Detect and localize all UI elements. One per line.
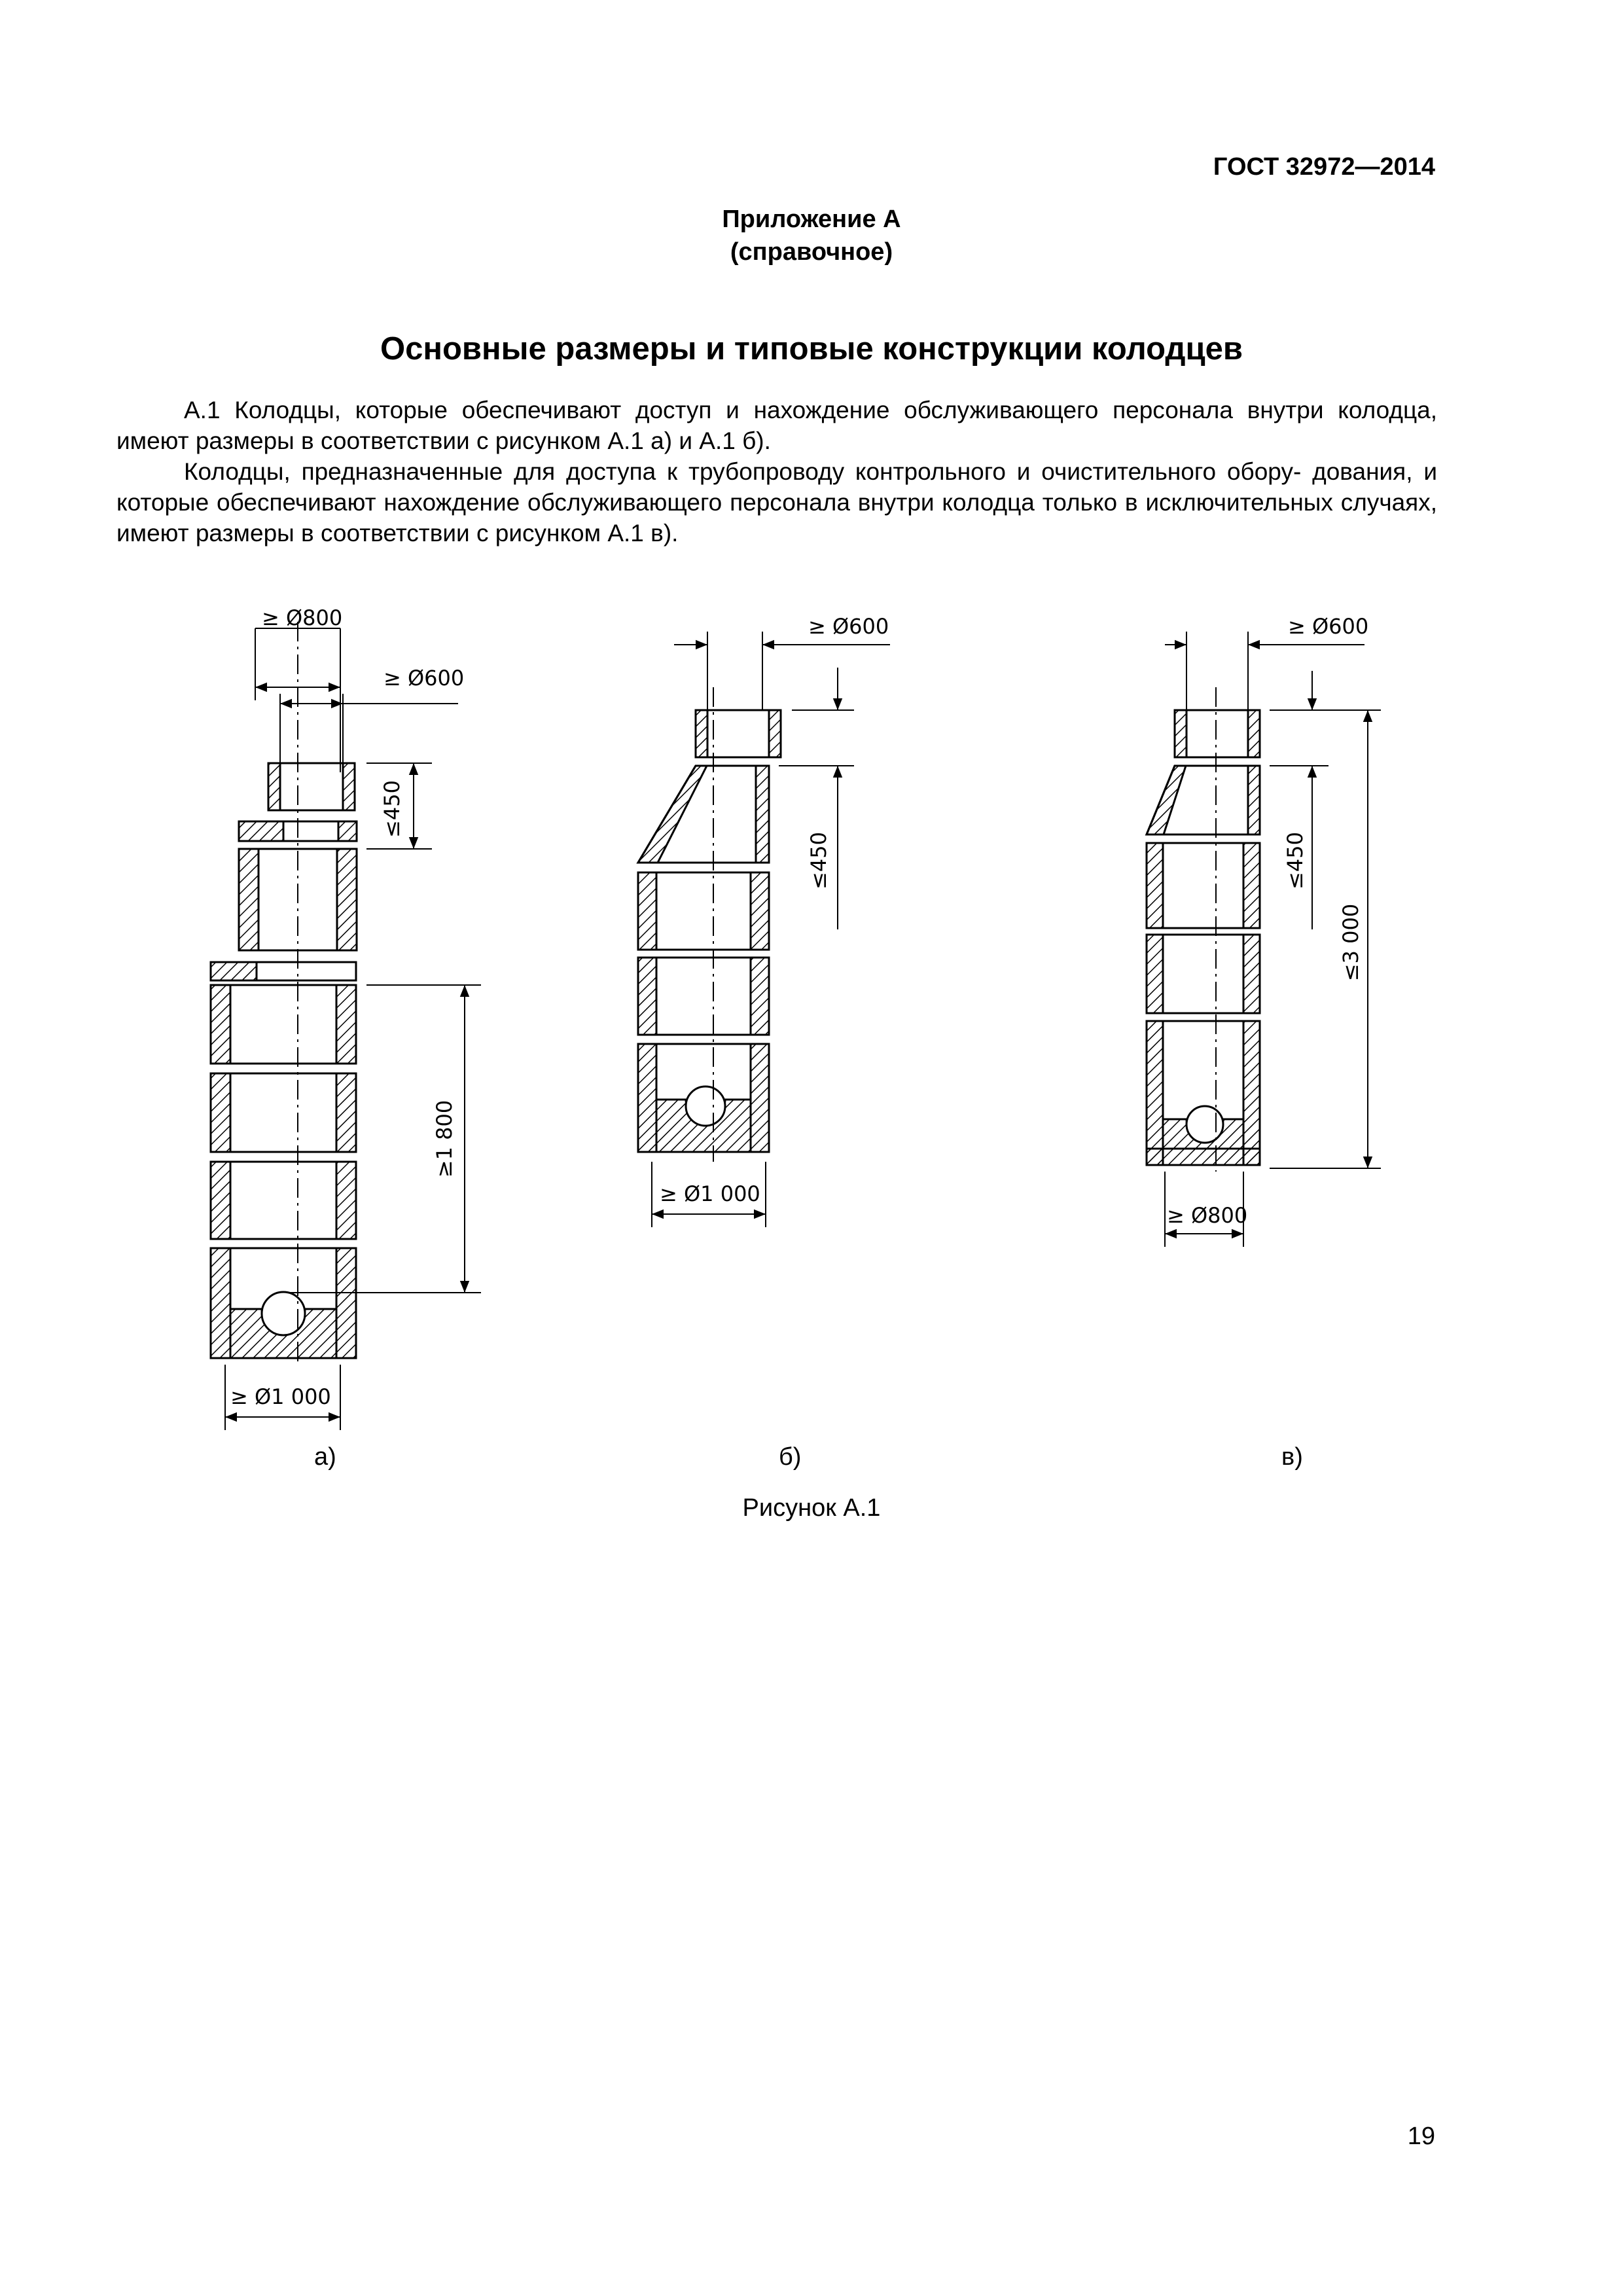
figure-caption: Рисунок А.1: [742, 1494, 881, 1522]
dim-c-neck: ≥ Ø600: [1288, 614, 1369, 639]
well-drawing-b: [638, 687, 781, 1162]
annex-title: Приложение А: [722, 206, 901, 233]
subfigure-label-c: в): [1281, 1443, 1303, 1471]
subfigure-label-a: а): [314, 1443, 336, 1471]
standard-number: ГОСТ 32972—2014: [1213, 153, 1435, 181]
page-number: 19: [1407, 2123, 1435, 2150]
dim-a-neck-height: ≤450: [380, 780, 404, 838]
dim-a-depth: ≥1 800: [432, 1100, 457, 1178]
section-title: Основные размеры и типовые конструкции колодцев: [380, 331, 1243, 367]
well-drawing-c: [1147, 687, 1260, 1172]
paragraph-a1-continued: Колодцы, предназначенные для доступа к трубопроводу контрольного и очистительного обору- дования, и которые обеспечивают нахождение обслуживающего персонала внутри колодца только в исключительных случаях, имеют размеры в соответствии с рисунком А.1 в).: [116, 458, 1437, 547]
paragraph-a1: А.1 Колодцы, которые обеспечивают доступ и нахождение обслуживающего персонала внутри колодца, имеют размеры в соответствии с рисунком А.1 а) и А.1 б).: [116, 397, 1437, 454]
dim-c-depth: ≤3 000: [1338, 903, 1363, 982]
well-drawing-a: [211, 622, 357, 1365]
dim-a-neck-inner: ≥ Ø600: [383, 666, 465, 691]
dim-c-neck-height: ≤450: [1283, 832, 1308, 889]
dim-b-neck-height: ≤450: [806, 832, 831, 889]
dim-b-base: ≥ Ø1 000: [660, 1181, 760, 1206]
subfigure-label-b: б): [779, 1443, 802, 1471]
dim-b-neck: ≥ Ø600: [808, 614, 889, 639]
dim-a-base: ≥ Ø1 000: [230, 1384, 331, 1409]
annex-kind: (справочное): [730, 238, 893, 266]
dim-c-base: ≥ Ø800: [1167, 1203, 1248, 1228]
dim-a-neck-top: ≥ Ø800: [262, 605, 343, 630]
